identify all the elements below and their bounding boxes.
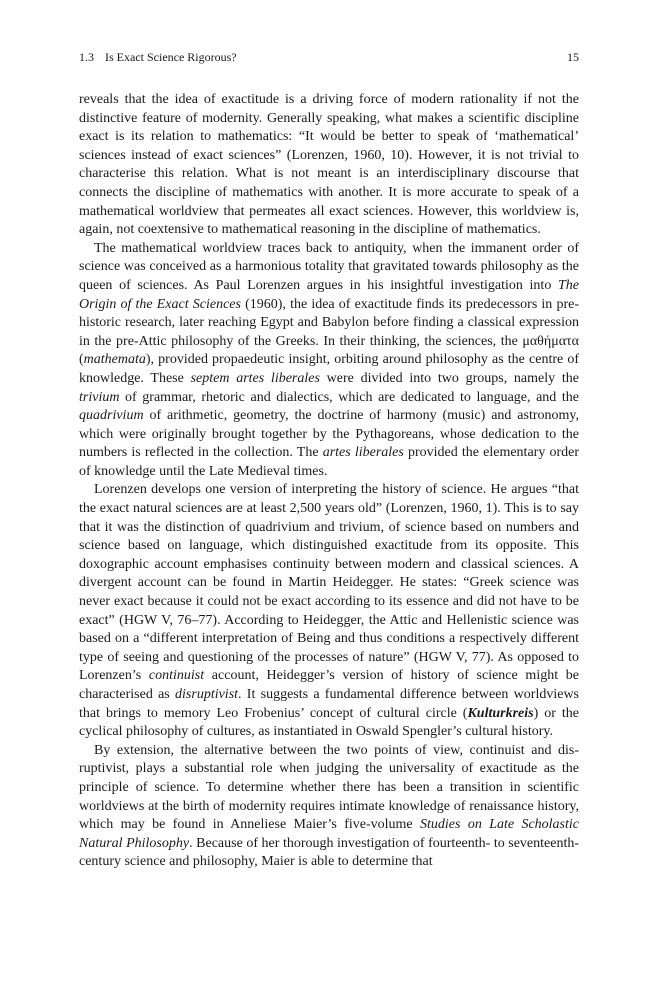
paragraph-1 — [79, 91, 579, 240]
body-text — [79, 91, 579, 872]
text-run: By extension, the alternative between the two points of view, continuist and disruptivist, plays a substantial role when judging the universality of exactitude as the principle of science. To determine whether there has been a transition in scientific worldviews at the birth of modernity requires intimate knowledge of renaissance history, which may be found in Anneliese Maier’s five-volume — [79, 742, 579, 833]
text-run: Lorenzen develops one version of interpreting the history of science. He argues “that the exact natural sciences are at least 2,500 years old” (Lorenzen, 1960, 1). This is to say that it was the distinction of quadrivium and trivium, of science based on numbers and science based on language, which distinguished exactitude from its opposite. This doxographic account emphasises continuity between modern and classical sciences. A divergent account can be found in Martin Heidegger. He states: “Greek science was never exact because it could not be exact according to its essence and did not have to be exact” (HGW V, 76–77). According to Heidegger, the Attic and Hellenistic science was based on a “different interpretation of Being and thus conditions a respectively different type of seeing and questioning of the processes of nature” (HGW V, 77). As opposed to Lorenzen’s — [79, 482, 579, 684]
text-run: (1960), the idea of exactitude finds its predecessors in pre-historic research, later reaching Egypt and Babylon before finding a classical expression in the pre-Attic philosophy of the Greeks. In their thinking, the sciences, the μαθήματα ( — [79, 296, 579, 368]
paragraph-4 — [79, 742, 579, 872]
text-run: of arithmetic, geometry, the doctrine of harmony (music) and astronomy, which were originally brought together by the Pythagoreans, whose dedication to the numbers is reflected in the collection. The — [79, 408, 579, 461]
emphasis-text: trivium — [79, 389, 120, 405]
emphasis-text: septem artes liberales — [190, 370, 320, 386]
text-run: The mathematical worldview traces back to antiquity, when the immanent order of science was conceived as a harmonious totality that gravitated towards philosophy as the queen of sciences. As Paul Lorenzen argues in his insightful investigation into — [79, 240, 579, 293]
text-run: . It suggests a fundamental difference between worldviews that brings to memory Leo Frobenius’ concept of cultural circle ( — [79, 687, 580, 721]
section-number: 1.3 — [79, 50, 94, 64]
emphasis-text: The Origin of the Exact Sciences — [79, 277, 579, 312]
emphasis-text: Studies on Late Scholastic Natural Philosophy — [79, 817, 579, 851]
page-number: 15 — [567, 50, 579, 64]
strong-emphasis-text: Kulturkreis — [467, 705, 534, 721]
section-title: Is Exact Science Rigorous? — [105, 50, 237, 64]
text-run: account, Heidegger’s version of history of science might be characterised as — [79, 668, 579, 702]
text-run: of grammar, rhetoric and dialectics, which are dedicated to language, and the — [119, 389, 579, 405]
emphasis-text: disruptivist — [175, 687, 239, 702]
emphasis-text: artes liberales — [322, 445, 404, 461]
text-run: provided the elementary order of knowledge until the Late Medieval times. — [79, 445, 579, 479]
book-page — [79, 50, 579, 872]
emphasis-text: continuist — [148, 668, 205, 684]
text-run: were divided into two groups, namely the — [319, 370, 579, 386]
running-head-section — [79, 50, 237, 64]
text-run: ), provided propaedeutic insight, orbiting around philosophy as the centre of knowledge. These — [79, 352, 579, 386]
emphasis-text: mathemata — [83, 352, 146, 368]
text-run: ) or the cyclical philosophy of cultures, as instantiated in Oswald Spengler’s cultural history. — [79, 705, 580, 740]
paragraph-3 — [79, 481, 579, 741]
running-head — [79, 50, 579, 64]
paragraph-2 — [79, 240, 579, 482]
text-run: . Because of her thorough investigation of fourteenth- to seventeenth-century science and philosophy, Maier is able to determine that — [79, 835, 580, 870]
text-run: reveals that the idea of exactitude is a driving force of modern rationality if not the distinctive feature of modernity. Generally speaking, what makes a scientific discipline exact is its relation to mathematics: “It would be better to speak of ‘mathematical’ sciences instead of exact sciences” (Lorenzen, 1960, 10). However, it is not trivial to characterise this relation. What is not meant is an interdisciplinary discourse that connects the discipline of mathematics with another. It is more accurate to speak of a mathematical worldview that permeates all exact sciences. However, this worldview is, again, not coextensive to mathematical reasoning in the discipline of mathematics. — [79, 92, 579, 238]
emphasis-text: quadrivium — [79, 408, 144, 424]
